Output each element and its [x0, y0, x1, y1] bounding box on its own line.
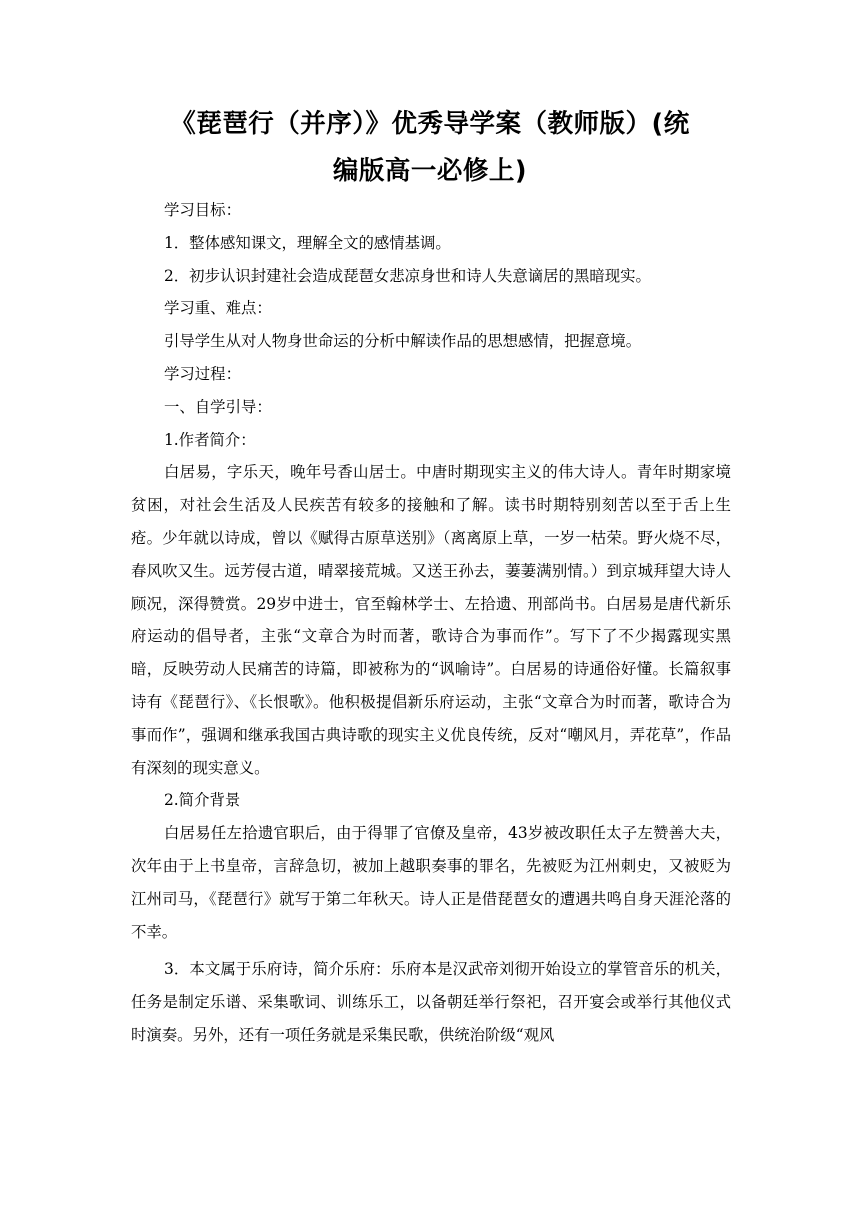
item-heading-author: 1.作者简介：	[164, 430, 256, 449]
section-heading-goals: 学习目标：	[164, 201, 241, 219]
title-line-2: 编版高一必修上)	[332, 156, 528, 186]
section-heading-key-points: 学习重、难点：	[164, 299, 272, 318]
title-line-1: 《琵琶行（并序）》优秀导学案（教师版）(统	[170, 109, 690, 139]
document-body	[131, 194, 731, 1052]
section-heading-process: 学习过程：	[164, 364, 241, 383]
background-paragraph: 白居易任左拾遗官职后，由于得罪了官僚及皇帝，43岁被改职任太子左赞善大夫，次年由于上书皇帝，言辞急切，被加上越职奏事的罪名，先被贬为江州刺史，又被贬为江州司马，《琵琶行》就写于第二年秋天。诗人正是借琵琶女的遭遇共鸣自身天涯沦落的不幸。	[131, 824, 731, 941]
goal-item-1: 1．整体感知课文，理解全文的感情基调。	[164, 233, 451, 252]
subsection-heading-self-study: 一、自学引导：	[164, 397, 272, 416]
key-points-text: 引导学生从对人物身世命运的分析中解读作品的思想感情，把握意境。	[164, 332, 642, 351]
yuefu-paragraph: 3．本文属于乐府诗，简介乐府：乐府本是汉武帝刘彻开始设立的掌管音乐的机关，任务是制定乐谱、采集歌词、训练乐工，以备朝廷举行祭祀，召开宴会或举行其他仪式时演奏。另外，还有一项任务就是采集民歌，供统治阶级“观风	[131, 960, 731, 1044]
item-heading-background: 2.简介背景	[164, 791, 241, 810]
document-title	[130, 101, 730, 195]
goal-item-2: 2．初步认识封建社会造成琵琶女悲凉身世和诗人失意谪居的黑暗现实。	[164, 266, 651, 285]
author-paragraph: 白居易，字乐天，晚年号香山居士。中唐时期现实主义的伟大诗人。青年时期家境贫困，对社会生活及人民疾苦有较多的接触和了解。读书时期特别刻苦以至于舌上生疮。少年就以诗成，曾以《赋得古原草送别》（离离原上草，一岁一枯荣。野火烧不尽，春风吹又生。远芳侵古道，晴翠接荒城。又送王孙去，萋萋满别情。）到京城拜望大诗人顾况，深得赞赏。29岁中进士，官至翰林学士、左拾遗、刑部尚书。白居易是唐代新乐府运动的倡导者，主张“文章合为时而著，歌诗合为事而作”。写下了不少揭露现实黑暗，反映劳动人民痛苦的诗篇，即被称为的“讽喻诗”。白居易的诗通俗好懂。长篇叙事诗有《琵琶行》、《长恨歌》。他积极提倡新乐府运动，主张“文章合为时而著，歌诗合为事而作”，强调和继承我国古典诗歌的现实主义优良传统，反对“嘲风月，弄花草”，作品有深刻的现实意义。	[131, 463, 731, 777]
